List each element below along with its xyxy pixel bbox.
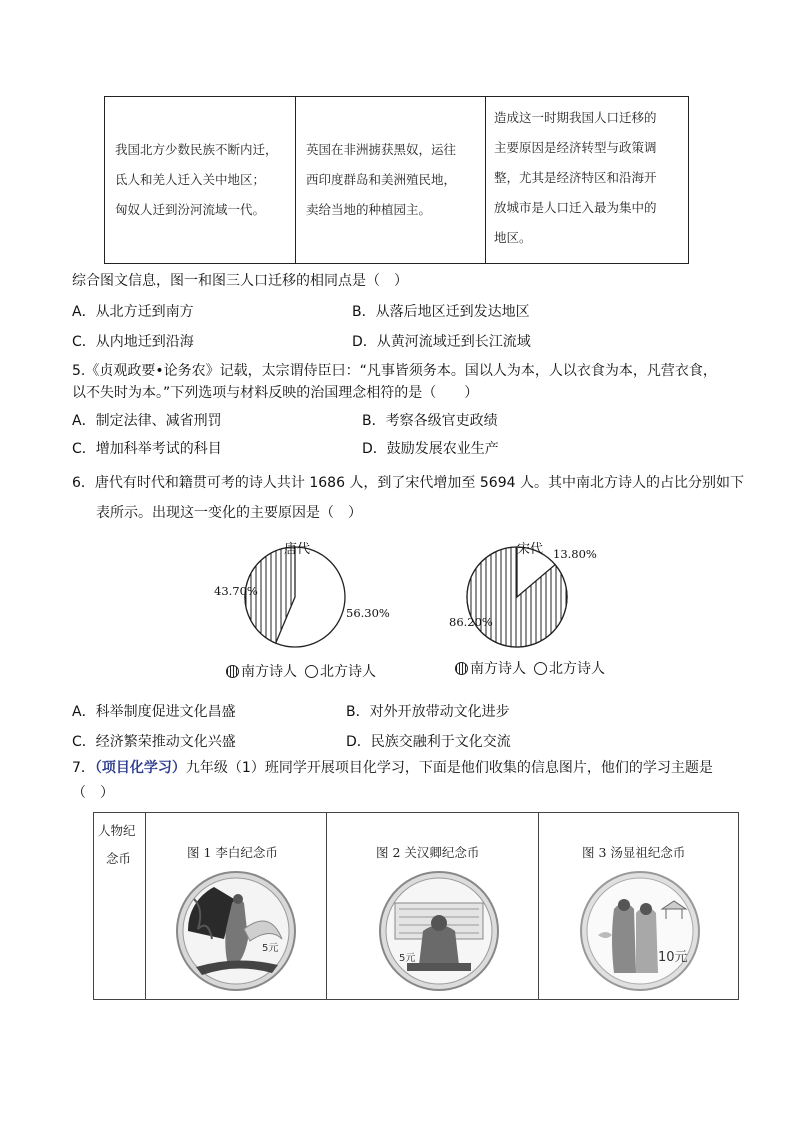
migration-table <box>104 96 689 264</box>
coin1-value: 5元 <box>262 943 279 954</box>
header-line2: 念币 <box>106 851 132 866</box>
pie1-north-label: 56.30% <box>346 606 390 620</box>
tangxianzu-coin-image <box>578 869 702 993</box>
cell2-line3: 卖给当地的种植园主。 <box>306 202 432 217</box>
q6-option-a[interactable]: A．科举制度促进文化昌盛 <box>72 704 236 720</box>
cell1-line2: 氐人和羌人迁入关中地区； <box>115 172 266 187</box>
q7-number: 7． <box>72 760 95 776</box>
guanhanqing-coin-image <box>377 869 501 993</box>
cell3-line4: 放城市是人口迁入最为集中的 <box>494 200 657 215</box>
q5-option-a[interactable]: A．制定法律、减省刑罚 <box>72 413 222 429</box>
cell1-line1: 我国北方少数民族不断内迁， <box>115 142 278 157</box>
hatched-circle-icon <box>226 665 239 678</box>
table-cell-1 <box>105 97 296 263</box>
q4-stem: 综合图文信息，图一和图三人口迁移的相同点是（ ） <box>72 273 408 289</box>
q5-option-d[interactable]: D．鼓励发展农业生产 <box>362 441 499 457</box>
empty-circle-icon <box>305 665 318 678</box>
legend-north-label: 北方诗人 <box>549 661 605 677</box>
pie1-legend <box>226 661 376 681</box>
q6-option-d[interactable]: D．民族交融利于文化交流 <box>346 734 511 750</box>
coin2-value: 5元 <box>399 953 416 964</box>
coin2-caption: 图 2 关汉卿纪念币 <box>376 845 480 860</box>
q5-stem-line2: 以不失时为本。”下列选项与材料反映的治国理念相符的是（ ） <box>72 385 479 401</box>
q6-stem-line1: 6．唐代有时代和籍贯可考的诗人共计 1686 人，到了宋代增加至 5694 人。其中南北方诗人的占比分别如下 <box>72 475 744 491</box>
q5-stem-line1: 5.《贞观政要•论务农》记载，太宗谓侍臣曰：“凡事皆须务本。国以人为本，人以衣食为本，凡营衣食， <box>72 363 717 379</box>
header-line1: 人物纪 <box>98 823 136 838</box>
cell3-line5: 地区。 <box>494 230 532 245</box>
table-cell-3 <box>486 97 688 263</box>
q6-option-c[interactable]: C．经济繁荣推动文化兴盛 <box>72 734 236 750</box>
cell2-line2: 西印度群岛和美洲殖民地， <box>306 172 457 187</box>
q5-option-c[interactable]: C．增加科举考试的科目 <box>72 441 222 457</box>
coin1-caption: 图 1 李白纪念币 <box>187 845 278 860</box>
q6-stem-line2: 表所示。出现这一变化的主要原因是（ ） <box>96 505 362 521</box>
pie1-title: 唐代 <box>284 542 311 557</box>
coin3-caption: 图 3 汤显祖纪念币 <box>582 845 686 860</box>
coin3-value: 10元 <box>658 950 688 965</box>
cell1-line3: 匈奴人迁到汾河流域一代。 <box>115 202 266 217</box>
q7-tag: （项目化学习） <box>94 760 186 776</box>
legend-south-label: 南方诗人 <box>470 661 526 677</box>
coin-table-header <box>98 817 136 873</box>
hatched-circle-icon <box>455 662 468 675</box>
legend-south-label: 南方诗人 <box>241 664 297 680</box>
q7-stem-line1 <box>72 758 713 778</box>
empty-circle-icon <box>534 662 547 675</box>
pie2-title: 宋代 <box>517 542 544 557</box>
coin-table <box>93 812 739 1000</box>
pie2-south-label: 86.20% <box>449 615 493 629</box>
cell3-line2: 主要原因是经济转型与政策调 <box>494 140 657 155</box>
q4-option-a[interactable]: A．从北方迁到南方 <box>72 304 194 320</box>
pie2-north-label: 13.80% <box>553 547 597 561</box>
q6-option-b[interactable]: B．对外开放带动文化进步 <box>346 704 510 720</box>
legend-north-label: 北方诗人 <box>320 664 376 680</box>
q7-text: 九年级（1）班同学开展项目化学习，下面是他们收集的信息图片，他们的学习主题是 <box>185 760 713 776</box>
q4-option-c[interactable]: C．从内地迁到沿海 <box>72 334 194 350</box>
cell3-line1: 造成这一时期我国人口迁移的 <box>494 110 657 125</box>
cell3-line3: 整，尤其是经济特区和沿海开 <box>494 170 657 185</box>
q5-option-b[interactable]: B．考察各级官吏政绩 <box>362 413 498 429</box>
libai-coin-image <box>174 869 298 993</box>
table-cell-2 <box>296 97 486 263</box>
pie2-legend <box>455 658 605 678</box>
q4-option-d[interactable]: D．从黄河流域迁到长江流域 <box>352 334 531 350</box>
cell2-line1: 英国在非洲掳获黑奴，运往 <box>306 142 457 157</box>
pie1-south-label: 43.70% <box>214 584 258 598</box>
q7-stem-line2: （ ） <box>72 785 114 801</box>
q4-option-b[interactable]: B．从落后地区迁到发达地区 <box>352 304 530 320</box>
